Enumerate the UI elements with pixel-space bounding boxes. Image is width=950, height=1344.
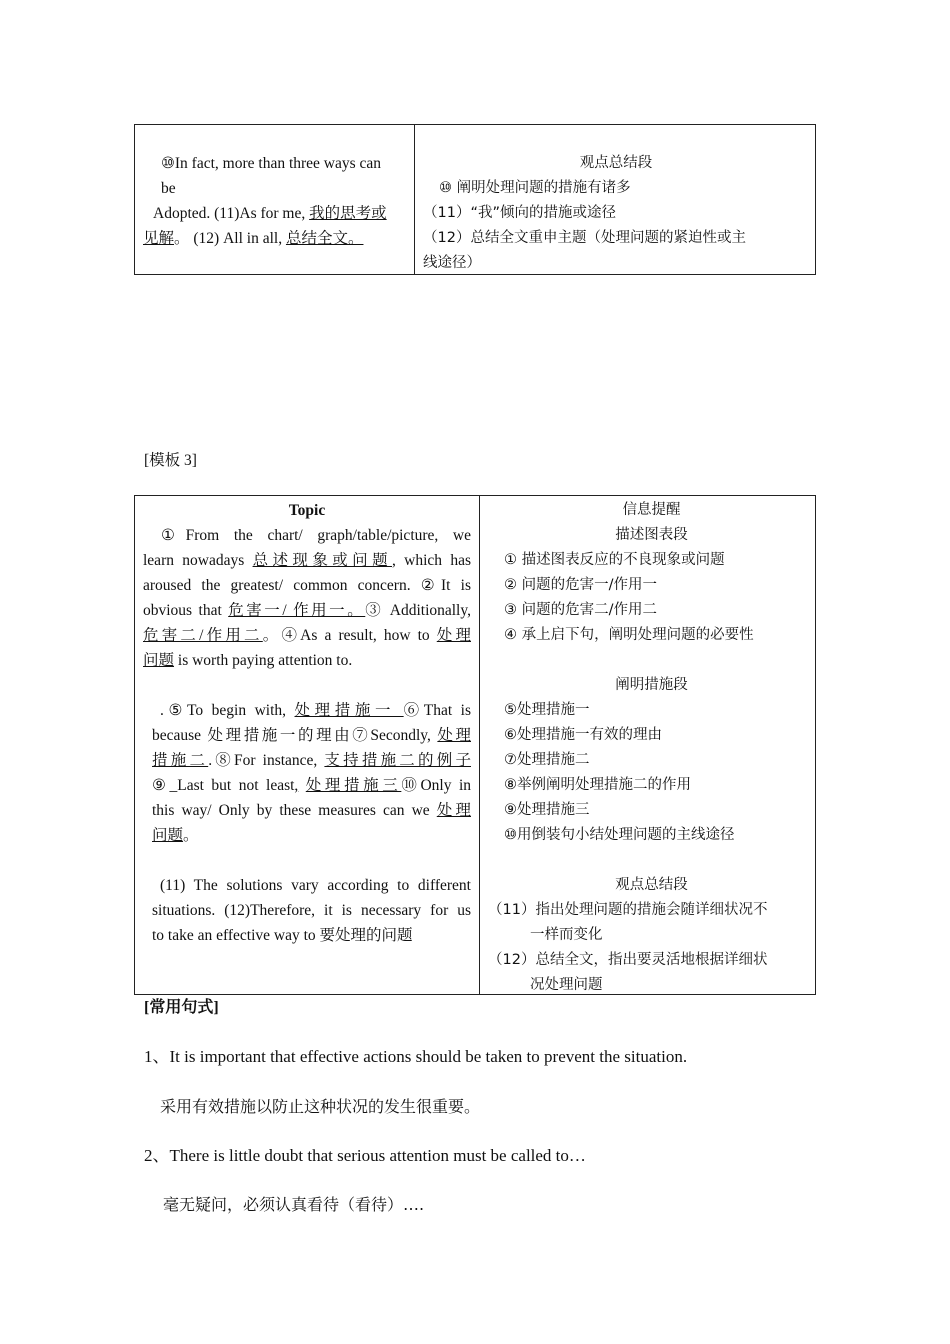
para2-line	[152, 748, 471, 773]
reminder-item: 况处理问题	[530, 977, 603, 993]
section-heading: 阐明措施段	[615, 677, 688, 693]
table1-right-item: （12）总结全文重申主题（处理问题的紧迫性或主	[423, 230, 746, 246]
text: ⑥That is	[403, 702, 471, 719]
reminder-item: ⑩用倒装句小结处理问题的主线途径	[504, 827, 735, 843]
text: , which has	[392, 552, 472, 569]
underlined-placeholder: 我的思考或	[309, 205, 387, 222]
table2-left-cell	[135, 496, 479, 994]
para2-line	[152, 698, 471, 723]
pattern-1-chinese: 采用有效措施以防止这种状况的发生很重要。	[160, 1097, 481, 1116]
blank-line	[143, 673, 471, 698]
table1-left-line3	[143, 201, 407, 226]
underlined-placeholder: 见解	[143, 230, 175, 247]
text: 。④As a result, how to	[262, 627, 437, 644]
underlined-placeholder: 危害二/作用二	[143, 627, 263, 644]
underlined-placeholder: 支持措施二的例子	[324, 752, 471, 769]
table1-left-line2: be	[161, 180, 176, 197]
table2-left-heading: Topic	[288, 502, 326, 519]
para2-line	[152, 798, 471, 823]
text: obvious that	[143, 602, 229, 619]
text: this way/ Only by these measures can we	[152, 802, 437, 819]
pattern-2-chinese: 毫无疑问，必须认真看待（看待）….	[163, 1195, 425, 1214]
table1-left-line1: ⑩In fact, more than three ways can	[161, 155, 382, 172]
blank-line	[494, 648, 809, 673]
section-heading: 观点总结段	[615, 877, 688, 893]
para2	[143, 698, 471, 948]
text: ⑩Only in	[401, 777, 471, 794]
blank-line	[152, 848, 471, 873]
underlined-placeholder: 处理措施一	[294, 702, 404, 719]
para1-line: ①From the chart/ graph/table/picture, we	[161, 527, 471, 544]
para3-line: to take an effective way to 要处理的问题	[152, 927, 413, 944]
reminder-item: ⑤处理措施一	[504, 702, 590, 718]
underlined-placeholder: 危害一/ 作用一。	[228, 602, 366, 619]
template-label: [模板 3]	[144, 452, 197, 469]
pattern-2-english: 2、There is little doubt that serious attention must be called to…	[144, 1146, 586, 1165]
para2-line	[152, 773, 471, 798]
table1-right-item: （11）“我”倾向的措施或途径	[423, 205, 616, 221]
reminder-item: ③ 问题的危害二/作用二	[504, 602, 657, 618]
table2-right-title: 信息提醒	[622, 502, 681, 518]
underlined-placeholder: 措施二	[152, 752, 209, 769]
underlined-placeholder: 问题	[152, 827, 184, 844]
summary-table-top	[134, 124, 816, 275]
table2-right-cell	[480, 496, 817, 994]
reminder-item: ① 描述图表反应的不良现象或问题	[504, 552, 725, 568]
table1-right-cell	[415, 125, 817, 274]
text: ⑨_Last but not least	[152, 777, 295, 794]
text: .⑧For instance,	[208, 752, 325, 769]
underlined-placeholder: 处理	[437, 727, 471, 744]
reminder-item: 一样而变化	[530, 927, 603, 943]
para1-line: aroused the greatest/ common concern. ②It is	[143, 577, 471, 594]
reminder-item: （12）总结全文，指出要灵活地根据详细状	[488, 952, 768, 968]
reminder-item: ⑥处理措施一有效的理由	[504, 727, 662, 743]
underlined-placeholder: 处理措施三	[305, 777, 402, 794]
text	[298, 777, 305, 794]
underlined-placeholder: 总结全文。	[285, 230, 364, 247]
reminder-item: ⑧举例阐明处理措施二的作用	[504, 777, 691, 793]
table1-left-line4	[143, 226, 407, 251]
template3-table	[134, 495, 816, 995]
para2-line	[152, 723, 471, 748]
text: 。 (12) All in all,	[174, 230, 286, 247]
text: Adopted. (11)As for me,	[153, 205, 310, 222]
para1-line	[143, 623, 471, 648]
table1-right-item: ⑩ 阐明处理问题的措施有诸多	[439, 180, 631, 196]
para3-line: (11) The solutions vary according to different	[160, 877, 471, 894]
table1-right-item: 线途径）	[423, 255, 481, 271]
text: .⑤To begin with,	[160, 702, 295, 719]
text: ③ Additionally,	[365, 602, 471, 619]
reminder-item: ⑦处理措施二	[504, 752, 590, 768]
pattern-1-english: 1、It is important that effective actions should be taken to prevent the situation.	[144, 1047, 688, 1066]
text: is worth paying attention to.	[174, 652, 353, 669]
underlined-placeholder: ,	[294, 777, 299, 794]
para1-line	[143, 648, 471, 673]
common-patterns-heading: [常用句式]	[144, 999, 219, 1016]
para1-line	[143, 548, 471, 573]
text: learn nowadays	[143, 552, 253, 569]
table1-left-cell	[135, 125, 415, 274]
blank-line	[494, 848, 809, 873]
underlined-placeholder: 处理	[436, 802, 471, 819]
reminder-item: （11）指出处理问题的措施会随详细状况不	[488, 902, 768, 918]
reminder-item: ⑨处理措施三	[504, 802, 590, 818]
text: 。	[183, 827, 199, 844]
underlined-placeholder: 总述现象或问题	[252, 552, 392, 569]
para3-line: situations. (12)Therefore, it is necessary for us	[152, 902, 471, 919]
table1-right-heading: 观点总结段	[579, 155, 653, 171]
underlined-placeholder: 问题	[143, 652, 175, 669]
reminder-item: ④ 承上启下句，阐明处理问题的必要性	[504, 627, 754, 643]
reminder-item: ② 问题的危害一/作用一	[504, 577, 657, 593]
section-heading: 描述图表段	[615, 527, 688, 543]
underlined-placeholder: 处理	[436, 627, 471, 644]
para1-line	[143, 598, 471, 623]
text: because 处理措施一的理由⑦Secondly,	[152, 727, 438, 744]
para2-line	[152, 823, 471, 848]
